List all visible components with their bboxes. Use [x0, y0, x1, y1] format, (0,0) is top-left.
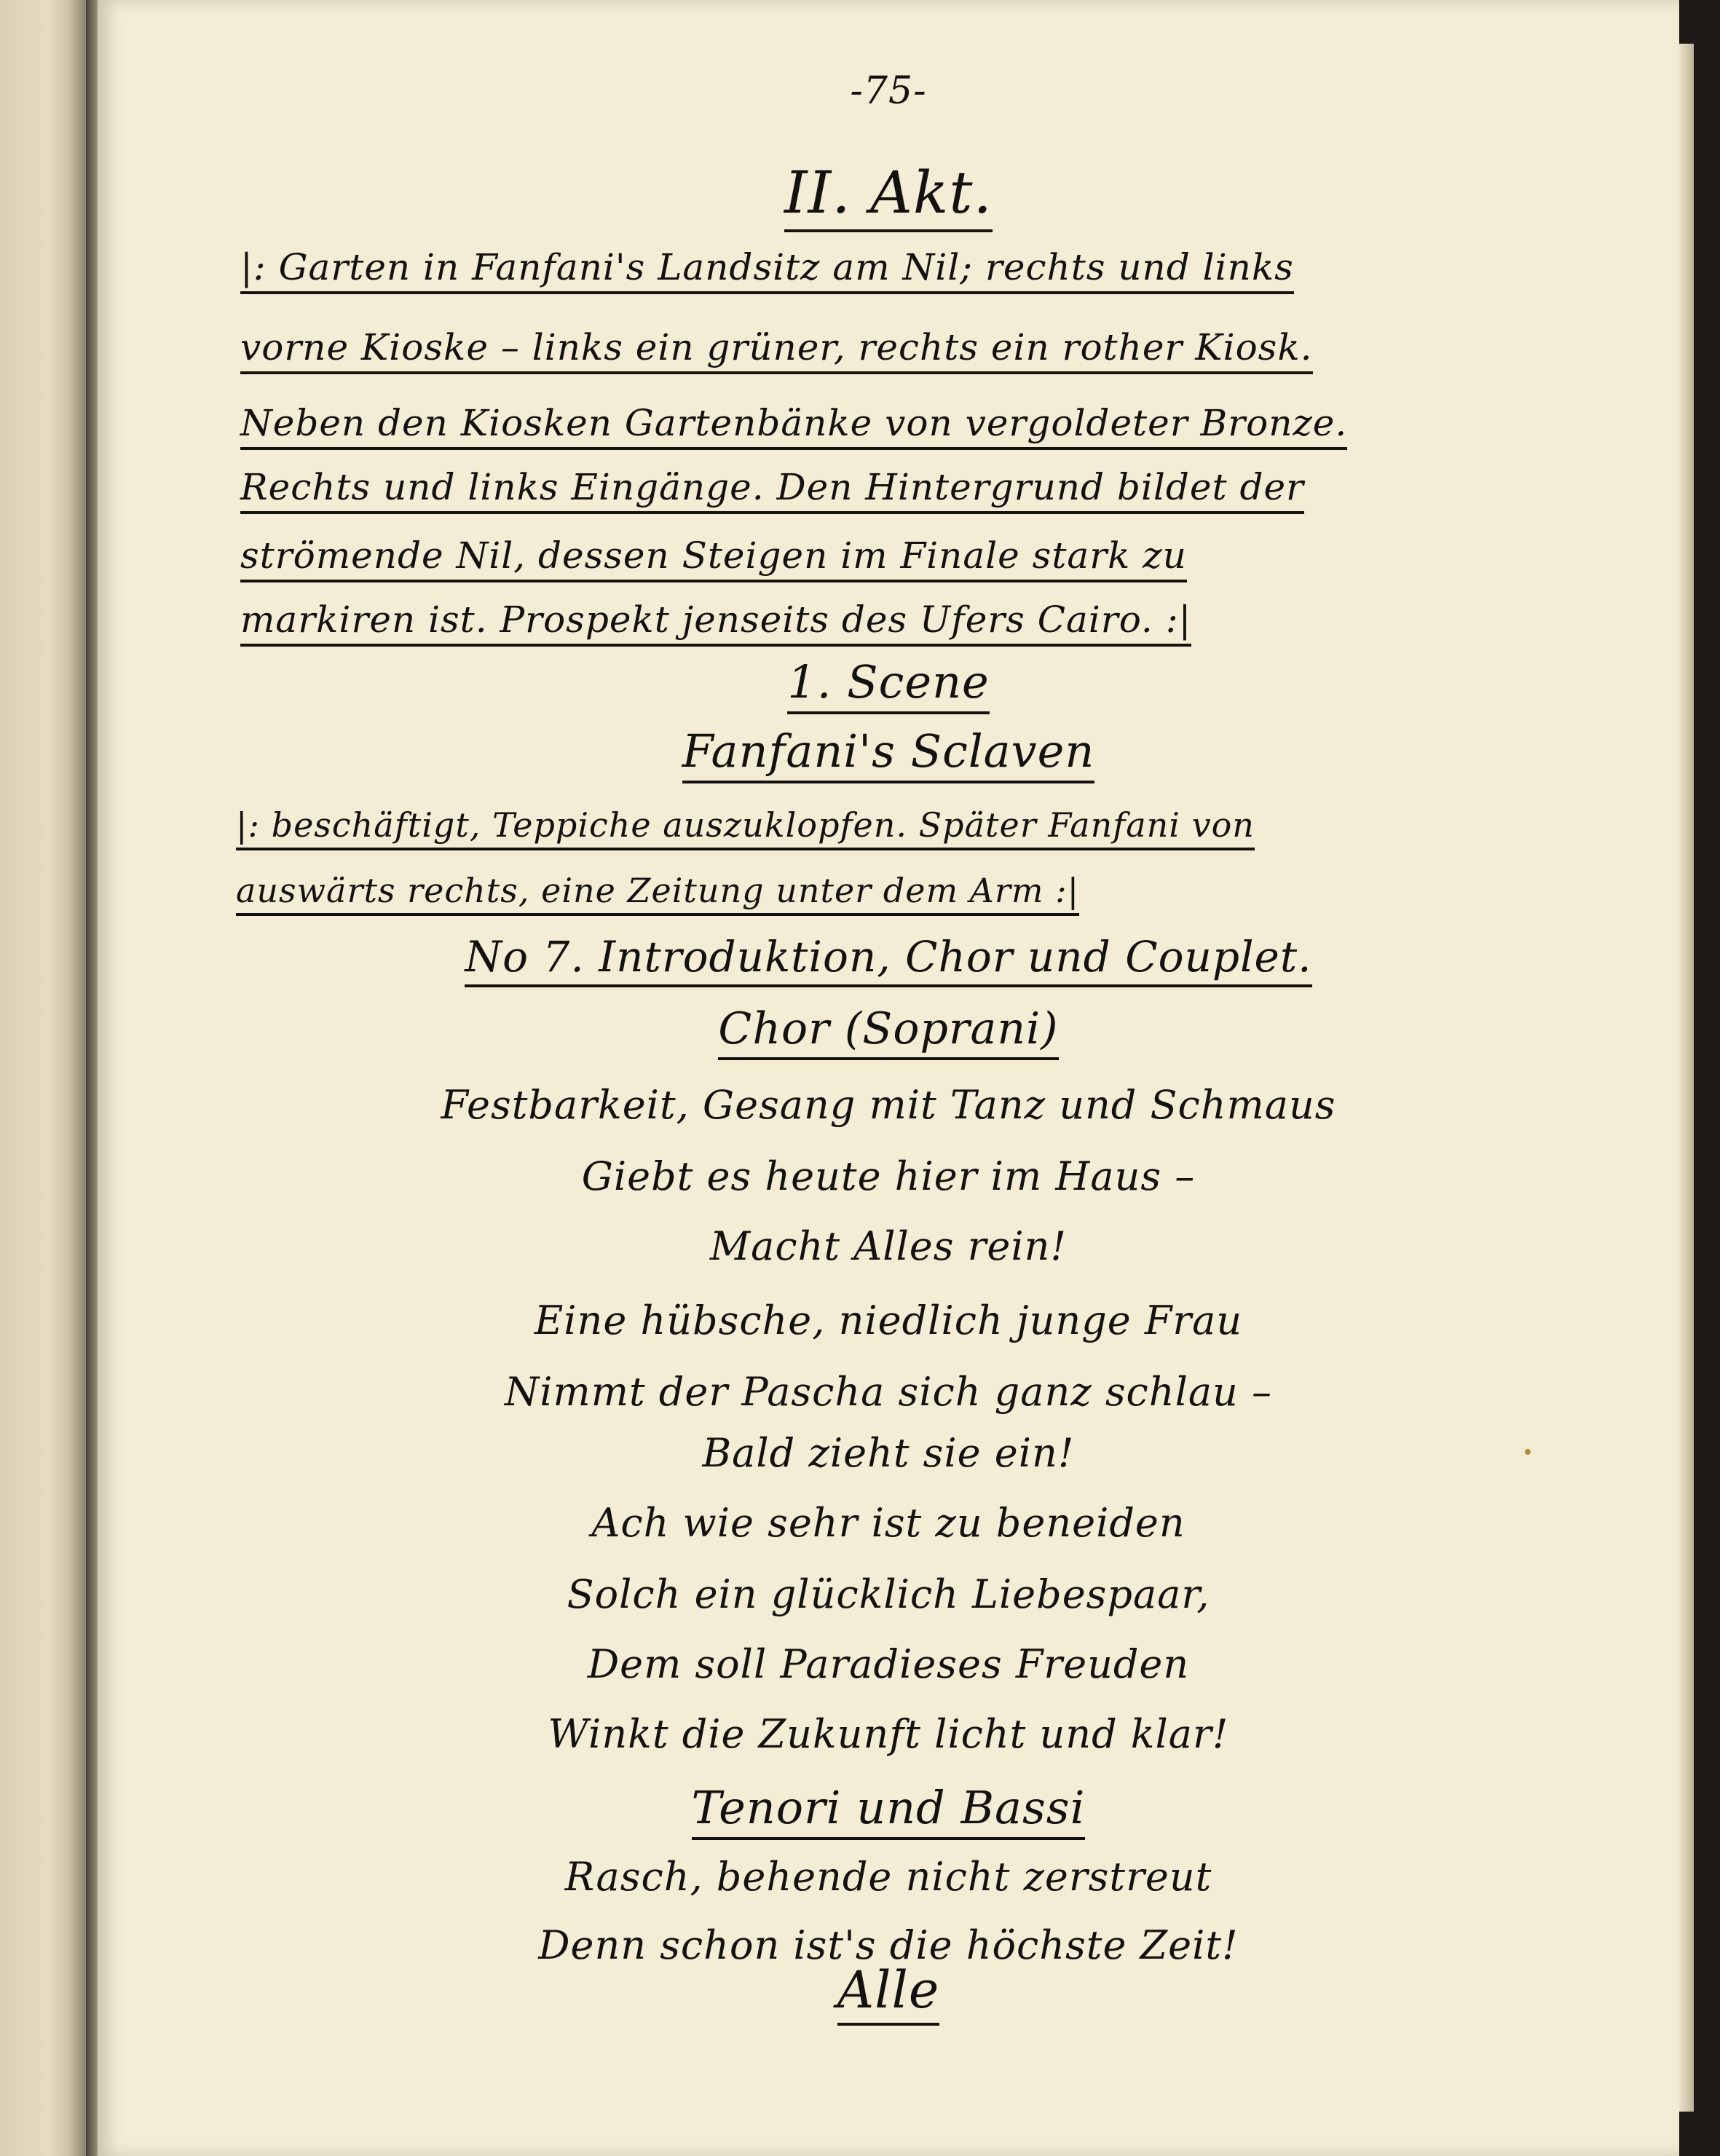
scene-roles — [98, 724, 1679, 778]
alle-heading — [98, 1960, 1679, 2020]
manuscript-page — [98, 0, 1679, 2156]
paper-speck — [1525, 1449, 1531, 1455]
verse-line: Macht Alles rein! — [709, 1223, 1068, 1269]
chorus-heading-text: Chor (Soprani) — [718, 1003, 1058, 1060]
verse-line: Rasch, behende nicht zerstreut — [564, 1854, 1212, 1900]
stage-direction-line: |: Garten in Fanfani's Landsitz am Nil; rechts und links — [240, 246, 1294, 294]
verse-line: Winkt die Zukunft licht und klar! — [548, 1711, 1229, 1757]
verse-line: Denn schon ist's die höchste Zeit! — [538, 1922, 1239, 1968]
stage-direction-line: Neben den Kiosken Gartenbänke von vergoldeter Bronze. — [240, 402, 1347, 450]
page-number: -75- — [850, 69, 927, 113]
scene-title — [98, 655, 1679, 708]
scene-direction-line: |: beschäftigt, Teppiche auszuklopfen. Später Fanfani von — [236, 805, 1255, 850]
facing-page-edge — [0, 0, 86, 2156]
number-title-text: No 7. Introduktion, Chor und Couplet. — [465, 932, 1311, 987]
alle-heading-text: Alle — [837, 1960, 940, 2026]
verse-line: Bald zieht sie ein! — [702, 1430, 1075, 1476]
scene-title-text: 1. Scene — [787, 655, 989, 714]
scene-roles-text: Fanfani's Sclaven — [682, 724, 1095, 783]
scene-direction-line: auswärts rechts, eine Zeitung unter dem Arm :| — [236, 871, 1079, 916]
tenor-bass-heading-text: Tenori und Bassi — [692, 1781, 1086, 1840]
stage-direction-line: markiren ist. Prospekt jenseits des Ufers Cairo. :| — [240, 599, 1191, 647]
number-title — [98, 932, 1679, 982]
verse-line: Eine hübsche, niedlich junge Frau — [534, 1298, 1243, 1343]
verse-line: Solch ein glücklich Liebespaar, — [567, 1571, 1210, 1617]
verse-line: Dem soll Paradieses Freuden — [587, 1641, 1190, 1687]
stage-direction-line: strömende Nil, dessen Steigen im Finale stark zu — [240, 534, 1187, 583]
stage-direction-line: vorne Kioske – links ein grüner, rechts ein rother Kiosk. — [240, 326, 1313, 374]
act-title-text: II. Akt. — [784, 159, 993, 232]
chorus-heading — [98, 1003, 1679, 1054]
act-title — [98, 159, 1679, 226]
verse-line: Giebt es heute hier im Haus – — [581, 1153, 1196, 1199]
manuscript-text — [98, 0, 1679, 2156]
verse-line: Festbarkeit, Gesang mit Tanz und Schmaus — [441, 1082, 1336, 1128]
verse-line: Nimmt der Pascha sich ganz schlau – — [505, 1369, 1272, 1415]
tenor-bass-heading — [98, 1781, 1679, 1834]
stage-direction-line: Rechts und links Eingänge. Den Hintergrund bildet der — [240, 466, 1304, 514]
page-edge — [1679, 44, 1694, 2112]
verse-line: Ach wie sehr ist zu beneiden — [591, 1500, 1186, 1546]
